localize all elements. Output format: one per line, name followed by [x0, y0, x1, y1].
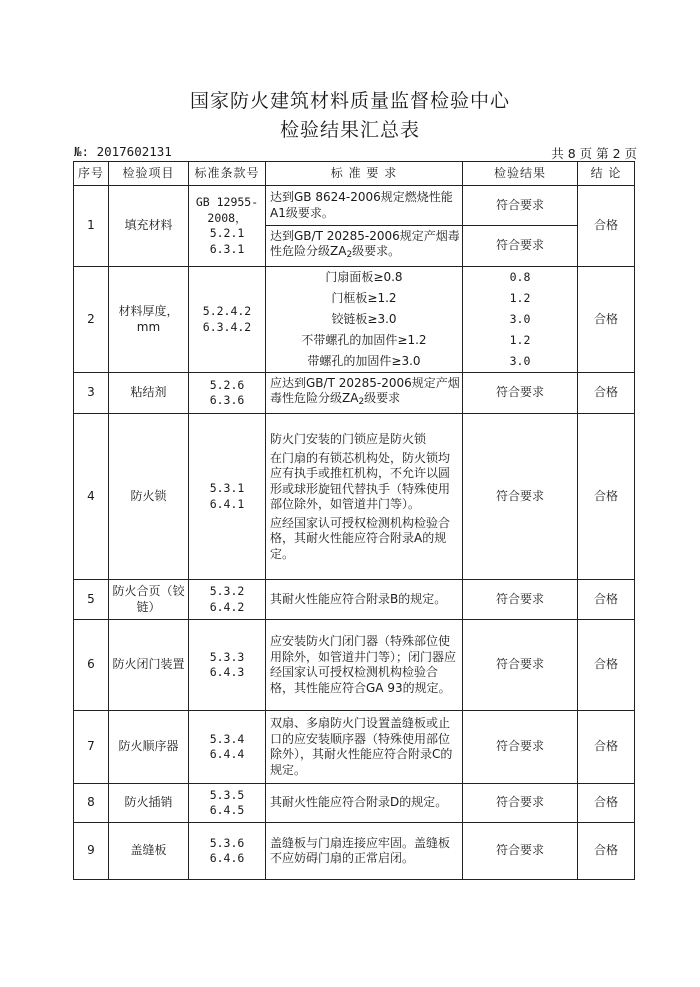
requirement-paragraph: 防火门安装的门锁应是防火锁	[270, 432, 427, 446]
row-item: 防火顺序器	[109, 711, 189, 784]
row-conclusion: 合格	[578, 620, 635, 711]
table-row	[74, 580, 635, 620]
col-header-requirement: 标 准 要 求	[266, 162, 463, 186]
row-requirement: 达到GB 8624-2006规定燃烧性能A1级要求。	[266, 186, 463, 226]
row-result: 符合要求	[463, 373, 578, 414]
row-no: 3	[74, 373, 109, 414]
row-item: 材料厚度，mm	[109, 267, 189, 373]
col-header-clause: 标准条款号	[189, 162, 266, 186]
row-result: 符合要求	[463, 784, 578, 823]
row-result: 符合要求	[463, 186, 578, 226]
row-clause: 5.3.5 6.4.5	[189, 784, 266, 823]
row-result: 1.2	[463, 288, 578, 309]
row-conclusion: 合格	[578, 823, 635, 880]
row-requirement: 铰链板≥3.0	[266, 309, 463, 330]
row-requirement: 不带螺孔的加固件≥1.2	[266, 330, 463, 351]
table-row	[74, 784, 635, 823]
report-title: 国家防火建筑材料质量监督检验中心	[189, 90, 510, 112]
requirement-text: 级要求	[364, 391, 401, 405]
col-header-item: 检验项目	[109, 162, 189, 186]
row-item: 防火插销	[109, 784, 189, 823]
requirement-text: 达到GB/T 20285-2006规定产烟毒性危险分级ZA	[270, 228, 460, 258]
report-subtitle: 检验结果汇总表	[279, 119, 420, 141]
row-conclusion: 合格	[578, 414, 635, 580]
row-requirement: 带螺孔的加固件≥3.0	[266, 351, 463, 373]
row-clause: 5.3.2 6.4.2	[189, 580, 266, 620]
col-header-conclusion: 结 论	[578, 162, 635, 186]
row-requirement: 双扇、多扇防火门设置盖缝板或止口的应安装顺序器（特殊使用部位除外），其耐火性能应符合附录C的规定。	[266, 711, 463, 784]
row-item: 防火锁	[109, 414, 189, 580]
row-result: 符合要求	[463, 580, 578, 620]
row-requirement	[266, 373, 463, 414]
requirement-paragraph: 在门扇的有锁芯机构处，防火锁均应有执手或推杠机构，不允许以圆形或球形旋钮代替执手（特殊使用部位除外，如管道井门等）。	[270, 450, 451, 511]
row-clause: GB 12955-2008，5.2.1 6.3.1	[189, 186, 266, 267]
row-requirement: 其耐火性能应符合附录B的规定。	[266, 580, 463, 620]
row-requirement	[266, 414, 463, 580]
row-item: 粘结剂	[109, 373, 189, 414]
row-clause: 5.2.6 6.3.6	[189, 373, 266, 414]
col-header-no: 序号	[74, 162, 109, 186]
row-item: 防火合页（铰链）	[109, 580, 189, 620]
row-result: 符合要求	[463, 620, 578, 711]
row-clause: 5.3.1 6.4.1	[189, 414, 266, 580]
row-result: 3.0	[463, 351, 578, 373]
table-row	[74, 620, 635, 711]
document-number: №: 2017602131	[74, 144, 172, 159]
row-no: 8	[74, 784, 109, 823]
page-indicator: 共 8 页 第 2 页	[551, 146, 637, 161]
requirement-text: 级要求。	[352, 244, 401, 258]
col-header-result: 检验结果	[463, 162, 578, 186]
row-item: 防火闭门装置	[109, 620, 189, 711]
row-clause: 5.3.3 6.4.3	[189, 620, 266, 711]
requirement-paragraph: 应经国家认可授权检测机构检验合格，其耐火性能应符合附录A的规定。	[270, 515, 451, 561]
row-conclusion: 合格	[578, 711, 635, 784]
row-requirement: 门扇面板≥0.8	[266, 267, 463, 289]
row-no: 2	[74, 267, 109, 373]
row-result: 符合要求	[463, 226, 578, 267]
row-conclusion: 合格	[578, 267, 635, 373]
row-no: 1	[74, 186, 109, 267]
row-item: 填充材料	[109, 186, 189, 267]
row-no: 5	[74, 580, 109, 620]
row-result: 0.8	[463, 267, 578, 289]
row-conclusion: 合格	[578, 186, 635, 267]
row-no: 6	[74, 620, 109, 711]
requirement-text: 应达到GB/T 20285-2006规定产烟毒性危险分级ZA	[270, 375, 460, 405]
row-item: 盖缝板	[109, 823, 189, 880]
table-row	[74, 414, 635, 580]
row-clause: 5.2.4.2 6.3.4.2	[189, 267, 266, 373]
results-table	[73, 161, 635, 880]
row-no: 4	[74, 414, 109, 580]
row-result: 符合要求	[463, 711, 578, 784]
row-no: 7	[74, 711, 109, 784]
row-result: 1.2	[463, 330, 578, 351]
table-header-row	[74, 162, 635, 186]
table-row	[74, 186, 635, 226]
row-result: 3.0	[463, 309, 578, 330]
row-no: 9	[74, 823, 109, 880]
row-conclusion: 合格	[578, 580, 635, 620]
row-requirement	[266, 226, 463, 267]
table-row	[74, 267, 635, 289]
table-row	[74, 373, 635, 414]
table-row	[74, 823, 635, 880]
row-clause: 5.3.4 6.4.4	[189, 711, 266, 784]
row-requirement: 盖缝板与门扇连接应牢固。盖缝板不应妨碍门扇的正常启闭。	[266, 823, 463, 880]
row-requirement: 其耐火性能应符合附录D的规定。	[266, 784, 463, 823]
row-conclusion: 合格	[578, 373, 635, 414]
row-requirement: 应安装防火门闭门器（特殊部位使用除外，如管道井门等）；闭门器应经国家认可授权检测机构检验合格，其性能应符合GA 93的规定。	[266, 620, 463, 711]
subscript: 2	[358, 397, 365, 407]
row-clause: 5.3.6 6.4.6	[189, 823, 266, 880]
table-row	[74, 711, 635, 784]
subscript: 2	[346, 250, 353, 260]
row-conclusion: 合格	[578, 784, 635, 823]
row-result: 符合要求	[463, 823, 578, 880]
row-result: 符合要求	[463, 414, 578, 580]
row-requirement: 门框板≥1.2	[266, 288, 463, 309]
